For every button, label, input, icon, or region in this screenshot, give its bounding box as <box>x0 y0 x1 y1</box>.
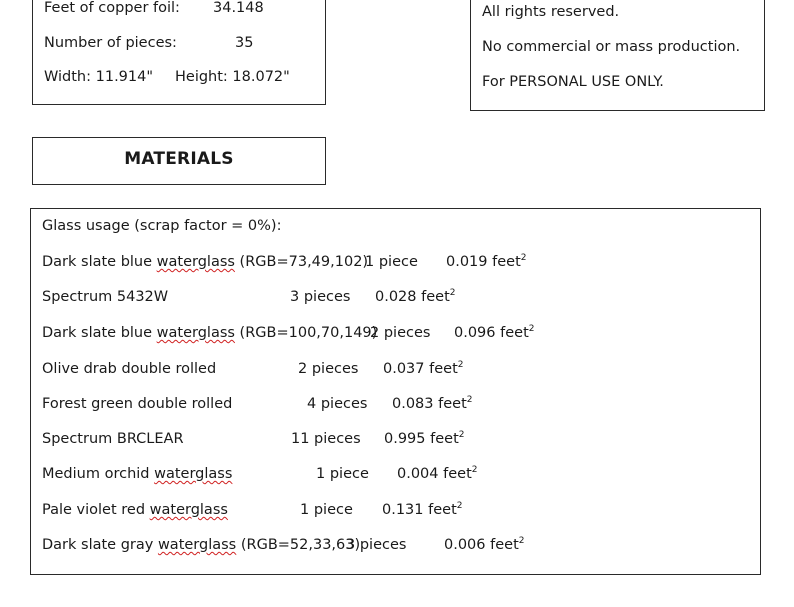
glass-area-unit: feet <box>438 396 467 412</box>
glass-area-exponent: 2 <box>458 430 465 440</box>
spellcheck-flagged-word: waterglass <box>154 466 233 482</box>
spellcheck-flagged-word: waterglass <box>156 325 235 341</box>
glass-type-name <box>42 538 360 553</box>
glass-rgb-text: (RGB=73,49,102) <box>234 254 369 270</box>
glass-area-value: 0.006 <box>444 537 486 553</box>
glass-area-unit: feet <box>421 289 450 305</box>
glass-area <box>375 290 456 305</box>
glass-piece-count: 2 pieces <box>298 361 359 377</box>
glass-piece-count: 1 piece <box>365 254 418 270</box>
glass-area-value: 0.004 <box>397 466 439 482</box>
rights-reserved-text: All rights reserved. <box>482 4 620 20</box>
glass-type-name-text: Spectrum 5432W <box>42 289 169 305</box>
glass-rgb-text: (RGB=100,70,149) <box>234 325 378 341</box>
glass-area-unit: feet <box>490 537 519 553</box>
glass-rgb-text: (RGB=52,33,63) <box>236 537 361 553</box>
width-value: Width: 11.914" <box>44 69 154 85</box>
no-commercial-text: No commercial or mass production. <box>482 39 741 55</box>
pattern-stats-box <box>32 0 326 105</box>
glass-area-unit: feet <box>430 431 459 447</box>
glass-piece-count: 3 pieces <box>290 289 351 305</box>
glass-piece-count: 4 pieces <box>307 396 368 412</box>
glass-type-name <box>42 362 216 377</box>
glass-piece-count: 3 pieces <box>346 537 407 553</box>
glass-type-name <box>42 326 377 341</box>
spellcheck-flagged-word: waterglass <box>149 502 228 518</box>
spellcheck-flagged-word: waterglass <box>157 537 237 553</box>
glass-piece-count: 11 pieces <box>291 431 361 447</box>
glass-area-exponent: 2 <box>466 395 473 405</box>
materials-heading: MATERIALS <box>124 149 234 169</box>
glass-piece-count: 1 piece <box>300 502 353 518</box>
glass-area-value: 0.995 <box>384 431 426 447</box>
glass-type-name <box>42 503 228 518</box>
glass-type-name-text: Spectrum BRCLEAR <box>42 431 184 447</box>
glass-area-exponent: 2 <box>449 288 456 298</box>
glass-area-exponent: 2 <box>528 324 535 334</box>
glass-type-name <box>42 290 168 305</box>
glass-area-exponent: 2 <box>456 501 463 511</box>
glass-type-name-text: Dark slate gray <box>42 537 158 553</box>
copper-foil-label: Feet of copper foil: <box>44 0 180 16</box>
glass-type-name <box>42 397 232 412</box>
personal-use-text: For PERSONAL USE ONLY. <box>482 74 664 90</box>
glass-type-name-text: Dark slate blue <box>42 325 157 341</box>
glass-area-value: 0.019 <box>446 254 488 270</box>
height-value: Height: 18.072" <box>175 69 290 85</box>
glass-area-exponent: 2 <box>520 253 527 263</box>
glass-type-name-text: Medium orchid <box>42 466 155 482</box>
glass-usage-box <box>30 208 761 575</box>
glass-area-unit: feet <box>428 502 457 518</box>
glass-area-value: 0.037 <box>383 361 425 377</box>
glass-area-value: 0.083 <box>392 396 434 412</box>
glass-usage-header: Glass usage (scrap factor = 0%): <box>42 218 282 234</box>
glass-area-unit: feet <box>500 325 529 341</box>
glass-area <box>454 326 535 341</box>
copper-foil-value: 34.148 <box>213 0 264 16</box>
glass-area-unit: feet <box>429 361 458 377</box>
glass-type-name-text: Forest green double rolled <box>42 396 233 412</box>
glass-type-name-text: Pale violet red <box>42 502 150 518</box>
glass-area <box>392 397 473 412</box>
glass-area-exponent: 2 <box>518 536 525 546</box>
glass-area-value: 0.096 <box>454 325 496 341</box>
glass-area-value: 0.028 <box>375 289 417 305</box>
glass-area <box>446 255 527 270</box>
glass-piece-count: 1 piece <box>316 466 369 482</box>
glass-area-unit: feet <box>443 466 472 482</box>
materials-heading-box <box>32 137 326 185</box>
glass-area-exponent: 2 <box>471 465 478 475</box>
piece-count-value: 35 <box>235 35 254 51</box>
glass-type-name-text: Olive drab double rolled <box>42 361 217 377</box>
copyright-notice-box <box>470 0 765 111</box>
glass-area <box>384 432 465 447</box>
glass-area-value: 0.131 <box>382 502 424 518</box>
glass-area <box>397 467 478 482</box>
glass-area <box>382 503 463 518</box>
glass-type-name <box>42 467 232 482</box>
glass-area <box>383 362 464 377</box>
glass-type-name-text: Dark slate blue <box>42 254 157 270</box>
glass-area-unit: feet <box>492 254 521 270</box>
glass-area <box>444 538 525 553</box>
piece-count-label: Number of pieces: <box>44 35 177 51</box>
glass-area-exponent: 2 <box>457 360 464 370</box>
glass-type-name <box>42 255 368 270</box>
glass-type-name <box>42 432 184 447</box>
glass-piece-count: 2 pieces <box>370 325 431 341</box>
spellcheck-flagged-word: waterglass <box>156 254 235 270</box>
